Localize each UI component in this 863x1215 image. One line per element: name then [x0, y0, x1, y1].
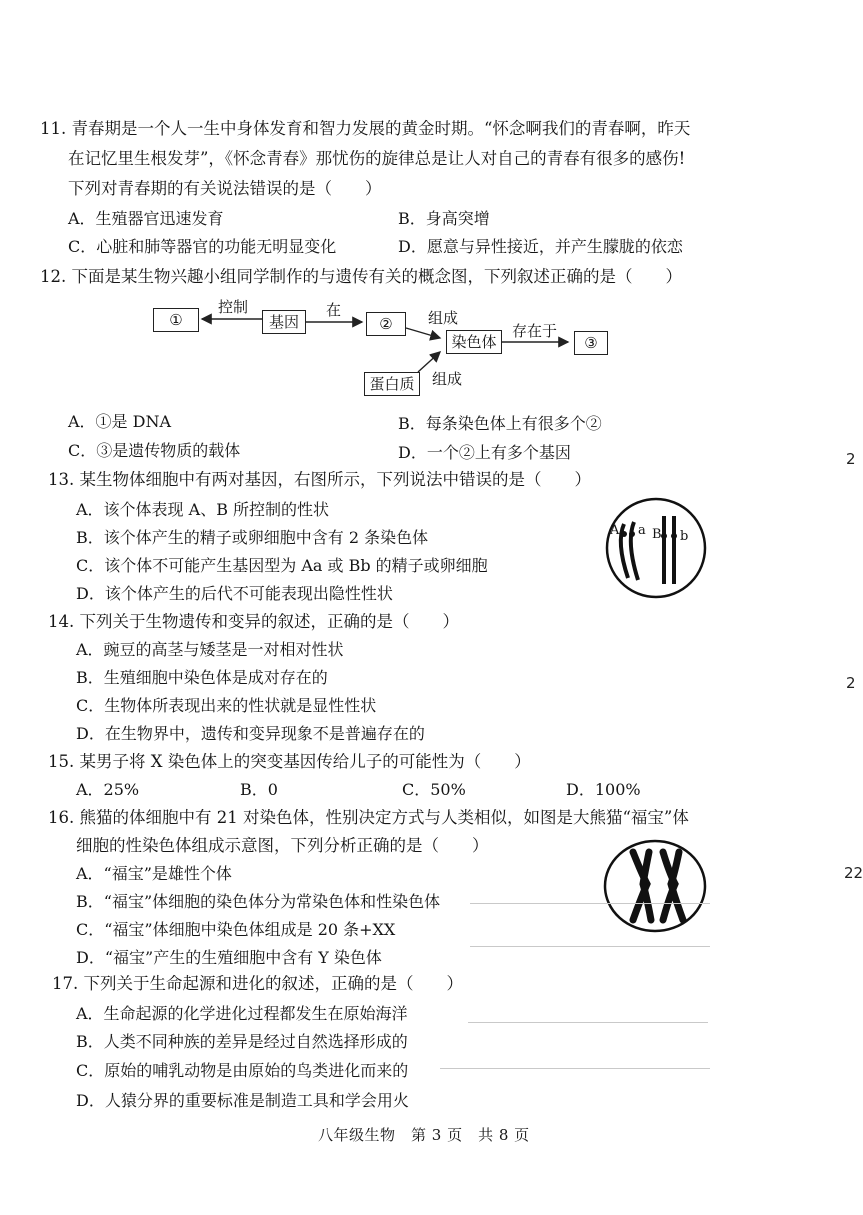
- margin-mark: 2: [846, 450, 856, 468]
- q13-option-b: B．该个体产生的精子或卵细胞中含有 2 条染色体: [76, 528, 429, 547]
- gene-label-a: a: [638, 523, 646, 538]
- q17-option-b: B．人类不同种族的差异是经过自然选择形成的: [76, 1032, 408, 1051]
- q17-stem: 17. 下列关于生命起源和进化的叙述，正确的是（ ）: [52, 974, 463, 993]
- q15-option-a: A．25%: [76, 780, 140, 799]
- q16-figure-sex-chromosomes: [603, 838, 707, 934]
- q15-option-d: D．100%: [566, 780, 641, 799]
- q16-option-c: C．“福宝”体细胞中染色体组成是 20 条+XX: [76, 920, 396, 939]
- q11-option-a: A．生殖器官迅速发育: [68, 209, 224, 228]
- q16-option-d: D．“福宝”产生的生殖细胞中含有 Y 染色体: [76, 948, 382, 967]
- q12-stem: 12. 下面是某生物兴趣小组同学制作的与遗传有关的概念图，下列叙述正确的是（ ）: [40, 267, 682, 286]
- q14-stem: 14. 下列关于生物遗传和变异的叙述，正确的是（ ）: [48, 612, 459, 631]
- q15-option-c: C．50%: [402, 780, 466, 799]
- q14-option-a: A．豌豆的高茎与矮茎是一对相对性状: [76, 640, 344, 659]
- q11-option-c: C．心脏和肺等器官的功能无明显变化: [68, 237, 337, 256]
- scan-line: [440, 1068, 710, 1069]
- edge-label-in: 在: [326, 301, 342, 319]
- q12-option-d: D．一个②上有多个基因: [398, 443, 571, 462]
- diagram-arrows: [0, 0, 860, 420]
- q17-option-d: D．人猿分界的重要标准是制造工具和学会用火: [76, 1091, 409, 1110]
- edge-label-control: 控制: [218, 298, 249, 316]
- diagram-box-3: ③: [574, 331, 608, 355]
- q12-option-a: A．①是 DNA: [68, 412, 172, 431]
- q14-option-c: C．生物体所表现出来的性状就是显性性状: [76, 696, 377, 715]
- edge-label-exist: 存在于: [512, 322, 558, 340]
- q11-option-b: B．身高突增: [398, 209, 490, 228]
- sex-chromosomes-figure: [603, 838, 707, 934]
- q13-figure-cell: [604, 496, 708, 600]
- edge-label-compose-top: 组成: [428, 309, 459, 327]
- q16-option-a: A．“福宝”是雄性个体: [76, 864, 232, 883]
- q14-option-b: B．生殖细胞中染色体是成对存在的: [76, 668, 328, 687]
- q11-option-d: D．愿意与异性接近，并产生朦胧的依恋: [398, 237, 683, 256]
- arrow-compose-top: [406, 328, 440, 338]
- page-footer: 八年级生物 第 3 页 共 8 页: [318, 1126, 530, 1144]
- q11-line1: 11. 青春期是一个人一生中身体发育和智力发展的黄金时期。“怀念啊我们的青春啊，昨天: [40, 119, 691, 138]
- q12-option-c: C．③是遗传物质的载体: [68, 441, 241, 460]
- diagram-box-2: ②: [366, 312, 406, 336]
- q13-stem: 13. 某生物体细胞中有两对基因，右图所示，下列说法中错误的是（ ）: [48, 470, 591, 489]
- q13-option-d: D．该个体产生的后代不可能表现出隐性性状: [76, 584, 393, 603]
- q14-option-d: D．在生物界中，遗传和变异现象不是普遍存在的: [76, 724, 425, 743]
- q15-option-b: B．0: [240, 780, 278, 799]
- gene-label-A: A: [610, 523, 620, 538]
- gene-label-B: B: [652, 527, 662, 542]
- cell-chromosomes-figure: [604, 496, 708, 600]
- q11-stem: 下列对青春期的有关说法错误的是（ ）: [68, 179, 382, 198]
- margin-mark: 22: [844, 864, 863, 882]
- scan-line: [468, 1022, 708, 1023]
- diagram-box-1: ①: [153, 308, 199, 332]
- margin-mark: 2: [846, 674, 856, 692]
- q11-line2: 在记忆里生根发芽”，《怀念青春》那忧伤的旋律总是让人对自己的青春有很多的感伤!: [68, 149, 686, 168]
- q17-option-c: C．原始的哺乳动物是由原始的鸟类进化而来的: [76, 1061, 409, 1080]
- diagram-box-protein: 蛋白质: [364, 372, 420, 396]
- q16-line1: 16. 熊猫的体细胞中有 21 对染色体，性别决定方式与人类相似，如图是大熊猫“福宝”体: [48, 808, 689, 827]
- scan-line: [470, 903, 710, 904]
- q17-option-a: A．生命起源的化学进化过程都发生在原始海洋: [76, 1004, 408, 1023]
- edge-label-compose-bottom: 组成: [432, 370, 463, 388]
- gene-label-b: b: [680, 529, 689, 544]
- diagram-box-gene: 基因: [262, 310, 306, 334]
- q16-stem: 细胞的性染色体组成示意图，下列分析正确的是（ ）: [76, 836, 489, 855]
- q16-option-b: B．“福宝”体细胞的染色体分为常染色体和性染色体: [76, 892, 441, 911]
- q13-option-c: C．该个体不可能产生基因型为 Aa 或 Bb 的精子或卵细胞: [76, 556, 488, 575]
- q12-option-b: B．每条染色体上有很多个②: [398, 414, 602, 433]
- arrow-compose-bottom: [418, 352, 440, 372]
- q15-stem: 15. 某男子将 X 染色体上的突变基因传给儿子的可能性为（ ）: [48, 752, 531, 771]
- q13-option-a: A．该个体表现 A、B 所控制的性状: [76, 500, 330, 519]
- scan-line: [470, 946, 710, 947]
- diagram-box-chromosome: 染色体: [446, 330, 502, 354]
